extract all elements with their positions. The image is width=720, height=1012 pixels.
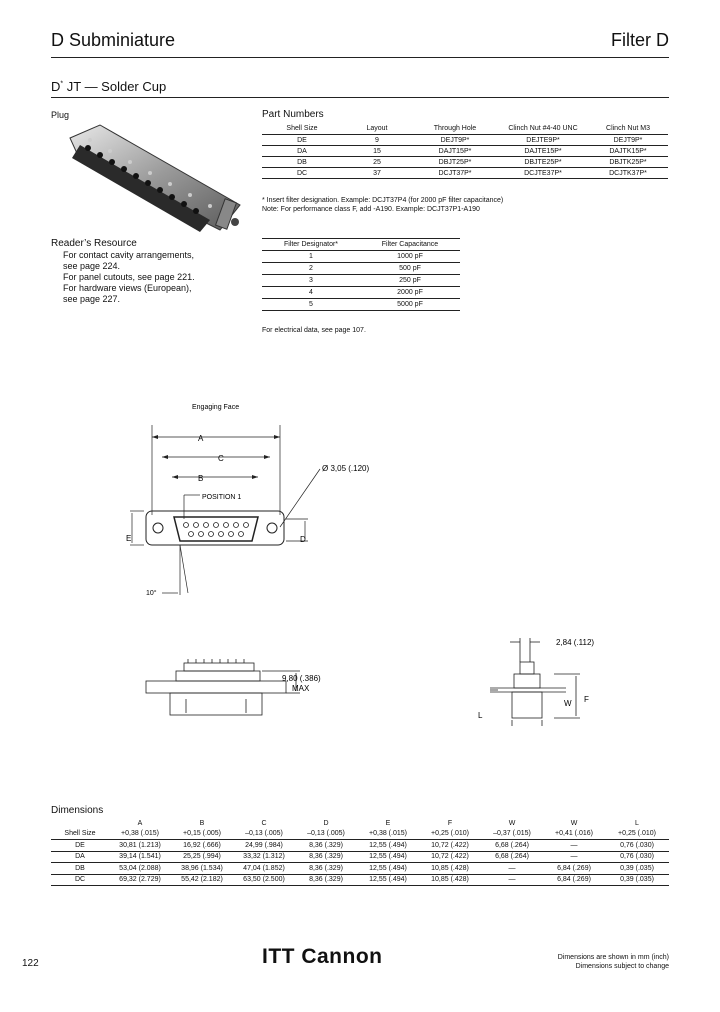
table-row	[262, 287, 460, 299]
series-title	[51, 79, 166, 94]
series-prefix: D	[51, 79, 61, 94]
tolerance: +0,25 (.010)	[431, 830, 469, 838]
cell: DC	[51, 874, 109, 886]
part-numbers-table	[262, 122, 668, 179]
cell: 5	[262, 299, 360, 311]
table-row	[51, 851, 669, 863]
dim-a-label: A	[198, 434, 204, 443]
cell: 12,55 (.494)	[357, 851, 419, 863]
column-header: Clinch Nut M3	[606, 124, 650, 132]
cell: —	[543, 851, 605, 863]
readers-resource-line: For contact cavity arrangements,	[63, 250, 195, 260]
cell: 2000 pF	[360, 287, 460, 299]
table-row	[262, 168, 668, 179]
cell: 25	[342, 157, 412, 168]
footer-note: Dimensions subject to change	[575, 963, 669, 970]
part-numbers-notes	[262, 196, 503, 214]
cell: DB	[51, 863, 109, 875]
cell: 0,39 (.035)	[605, 874, 669, 886]
cell: 1000 pF	[360, 251, 460, 263]
cell: 10,72 (.422)	[419, 840, 481, 852]
cell: 8,36 (.329)	[295, 851, 357, 863]
filter-table	[262, 238, 460, 311]
series-sup-mark: *	[60, 80, 64, 88]
readers-resource-line: For panel cutouts, see page 221.	[63, 272, 195, 282]
section-title: D Subminiature	[51, 30, 176, 50]
column-header: Through Hole	[433, 124, 477, 132]
table-row	[262, 275, 460, 287]
cell: 8,36 (.329)	[295, 874, 357, 886]
part-numbers-title: Part Numbers	[262, 109, 324, 120]
column-header: Filter Capacitance	[360, 239, 460, 251]
cell: 37	[342, 168, 412, 179]
column-header: C	[261, 819, 267, 827]
readers-resource-line: see page 224.	[63, 261, 121, 271]
footer-notes	[558, 953, 669, 971]
cell: DEJTE9P*	[498, 135, 588, 146]
cell: 10,85 (.428)	[419, 863, 481, 875]
tolerance: –0,13 (.005)	[245, 830, 283, 838]
readers-resource-title: Reader’s Resource	[51, 238, 137, 249]
cell: 25,25 (.994)	[171, 851, 233, 863]
cell: DB	[262, 157, 342, 168]
cell: DC	[262, 168, 342, 179]
max-label: MAX	[292, 684, 310, 693]
cell: DCJT37P*	[412, 168, 498, 179]
cell: 9	[342, 135, 412, 146]
cell: DBJT25P*	[412, 157, 498, 168]
column-header: A	[137, 819, 143, 827]
table-row	[262, 251, 460, 263]
dim-e-label: E	[126, 534, 132, 543]
readers-resource-line: see page 227.	[63, 294, 121, 304]
tolerance: +0,25 (.010)	[618, 830, 656, 838]
cell: DCJTK37P*	[588, 168, 668, 179]
pin-dim-label: 2,84 (.112)	[556, 638, 595, 647]
cell: 38,96 (1.534)	[171, 863, 233, 875]
column-header: Shell Size	[286, 124, 318, 132]
cell: DCJTE37P*	[498, 168, 588, 179]
cell: DAJTK15P*	[588, 146, 668, 157]
column-header: D	[323, 819, 329, 827]
table-row	[51, 840, 669, 852]
note: * Insert filter designation. Example: DCJT37P4 (for 2000 pF filter capacitance)	[262, 197, 504, 204]
column-header: B	[199, 819, 205, 827]
column-header: E	[385, 819, 391, 827]
cell: 10,85 (.428)	[419, 874, 481, 886]
column-header: Layout	[366, 124, 388, 132]
filter-header-row	[262, 239, 460, 251]
cell: 12,55 (.494)	[357, 840, 419, 852]
column-header: Shell Size	[64, 830, 96, 838]
cell: 69,32 (2.729)	[109, 874, 171, 886]
tolerance: +0,38 (.015)	[121, 830, 159, 838]
column-header: W	[508, 819, 516, 827]
cell: 39,14 (1.541)	[109, 851, 171, 863]
side-view-drawing	[140, 655, 340, 725]
pin-detail-drawing	[470, 632, 620, 727]
cell: 6,68 (.264)	[481, 840, 543, 852]
cell: 500 pF	[360, 263, 460, 275]
cell: 6,84 (.269)	[543, 863, 605, 875]
cell: DE	[262, 135, 342, 146]
cell: DAJT15P*	[412, 146, 498, 157]
cell: 250 pF	[360, 275, 460, 287]
cell: 0,76 (.030)	[605, 851, 669, 863]
table-row	[262, 263, 460, 275]
cell: 16,92 (.666)	[171, 840, 233, 852]
cell: 5000 pF	[360, 299, 460, 311]
cell: DE	[51, 840, 109, 852]
angle-label: 10°	[146, 590, 157, 597]
dimensions-title: Dimensions	[51, 805, 104, 816]
connector-photo	[60, 120, 250, 240]
product-title: Filter D	[611, 30, 669, 50]
dimensions-table	[51, 818, 669, 886]
position-1-label: POSITION 1	[202, 494, 242, 501]
dim-b-label: B	[198, 474, 204, 483]
tolerance: –0,37 (.015)	[493, 830, 531, 838]
cell: —	[481, 874, 543, 886]
tolerance: +0,38 (.015)	[369, 830, 407, 838]
cell: 53,04 (2.088)	[109, 863, 171, 875]
cell: 47,04 (1.852)	[233, 863, 295, 875]
cell: 12,55 (.494)	[357, 874, 419, 886]
cell: DEJT9P*	[588, 135, 668, 146]
dim-d-label: D	[300, 535, 306, 544]
front-view-drawing	[110, 395, 420, 605]
cell: 33,32 (1.312)	[233, 851, 295, 863]
dim-l-label: L	[478, 711, 483, 720]
readers-resource	[51, 238, 251, 305]
cell: DA	[262, 146, 342, 157]
cell: 6,68 (.264)	[481, 851, 543, 863]
cell: 8,36 (.329)	[295, 863, 357, 875]
cell: 0,39 (.035)	[605, 863, 669, 875]
cell: —	[543, 840, 605, 852]
cell: DA	[51, 851, 109, 863]
cell: DBJTK25P*	[588, 157, 668, 168]
dim-letter-row	[51, 818, 669, 829]
dim-tolerance-row	[51, 829, 669, 840]
dim-w-label: W	[564, 699, 572, 708]
cell: 0,76 (.030)	[605, 840, 669, 852]
column-header: L	[635, 819, 639, 827]
column-header: W	[570, 819, 578, 827]
series-name: JT — Solder Cup	[66, 79, 167, 94]
cell: 55,42 (2.182)	[171, 874, 233, 886]
readers-resource-line: For hardware views (European),	[63, 283, 192, 293]
series-rule	[51, 97, 669, 98]
plug-label: Plug	[51, 110, 70, 120]
table-row	[262, 299, 460, 311]
table-row	[51, 874, 669, 886]
cell: 12,55 (.494)	[357, 863, 419, 875]
max-length-label: 9,80 (.386)	[282, 674, 321, 683]
table-row	[51, 863, 669, 875]
note: Note: For performance class F, add -A190. Example: DCJT37P1-A190	[262, 206, 480, 213]
cell: 4	[262, 287, 360, 299]
filter-note: For electrical data, see page 107.	[262, 327, 366, 334]
tolerance: +0,15 (.005)	[183, 830, 221, 838]
cell: 1	[262, 251, 360, 263]
cell: DAJTE15P*	[498, 146, 588, 157]
table-row	[262, 135, 668, 146]
cell: 24,99 (.984)	[233, 840, 295, 852]
column-header: Clinch Nut #4-40 UNC	[508, 124, 578, 132]
cell: 3	[262, 275, 360, 287]
cell: DEJT9P*	[412, 135, 498, 146]
cell: 63,50 (2.500)	[233, 874, 295, 886]
cell: 15	[342, 146, 412, 157]
tolerance: +0,41 (.016)	[555, 830, 593, 838]
page-number: 122	[22, 958, 39, 969]
part-numbers-header-row	[262, 122, 668, 135]
dim-c-label: C	[218, 454, 224, 463]
engaging-face-label: Engaging Face	[192, 404, 240, 411]
cell: 2	[262, 263, 360, 275]
footer-note: Dimensions are shown in mm (inch)	[557, 954, 669, 961]
hole-dia-label: Ø 3,05 (.120)	[322, 464, 370, 473]
table-row	[262, 146, 668, 157]
tolerance: –0,13 (.005)	[307, 830, 345, 838]
table-row	[262, 157, 668, 168]
column-header: Filter Designator*	[262, 239, 360, 251]
cell: —	[481, 863, 543, 875]
cell: 8,36 (.329)	[295, 840, 357, 852]
header-rule	[51, 57, 669, 58]
cell: 10,72 (.422)	[419, 851, 481, 863]
dim-f-label: F	[584, 695, 589, 704]
cell: 6,84 (.269)	[543, 874, 605, 886]
cell: DBJTE25P*	[498, 157, 588, 168]
brand-logo: ITT Cannon	[262, 945, 383, 968]
column-header: F	[447, 819, 453, 827]
cell: 30,81 (1.213)	[109, 840, 171, 852]
